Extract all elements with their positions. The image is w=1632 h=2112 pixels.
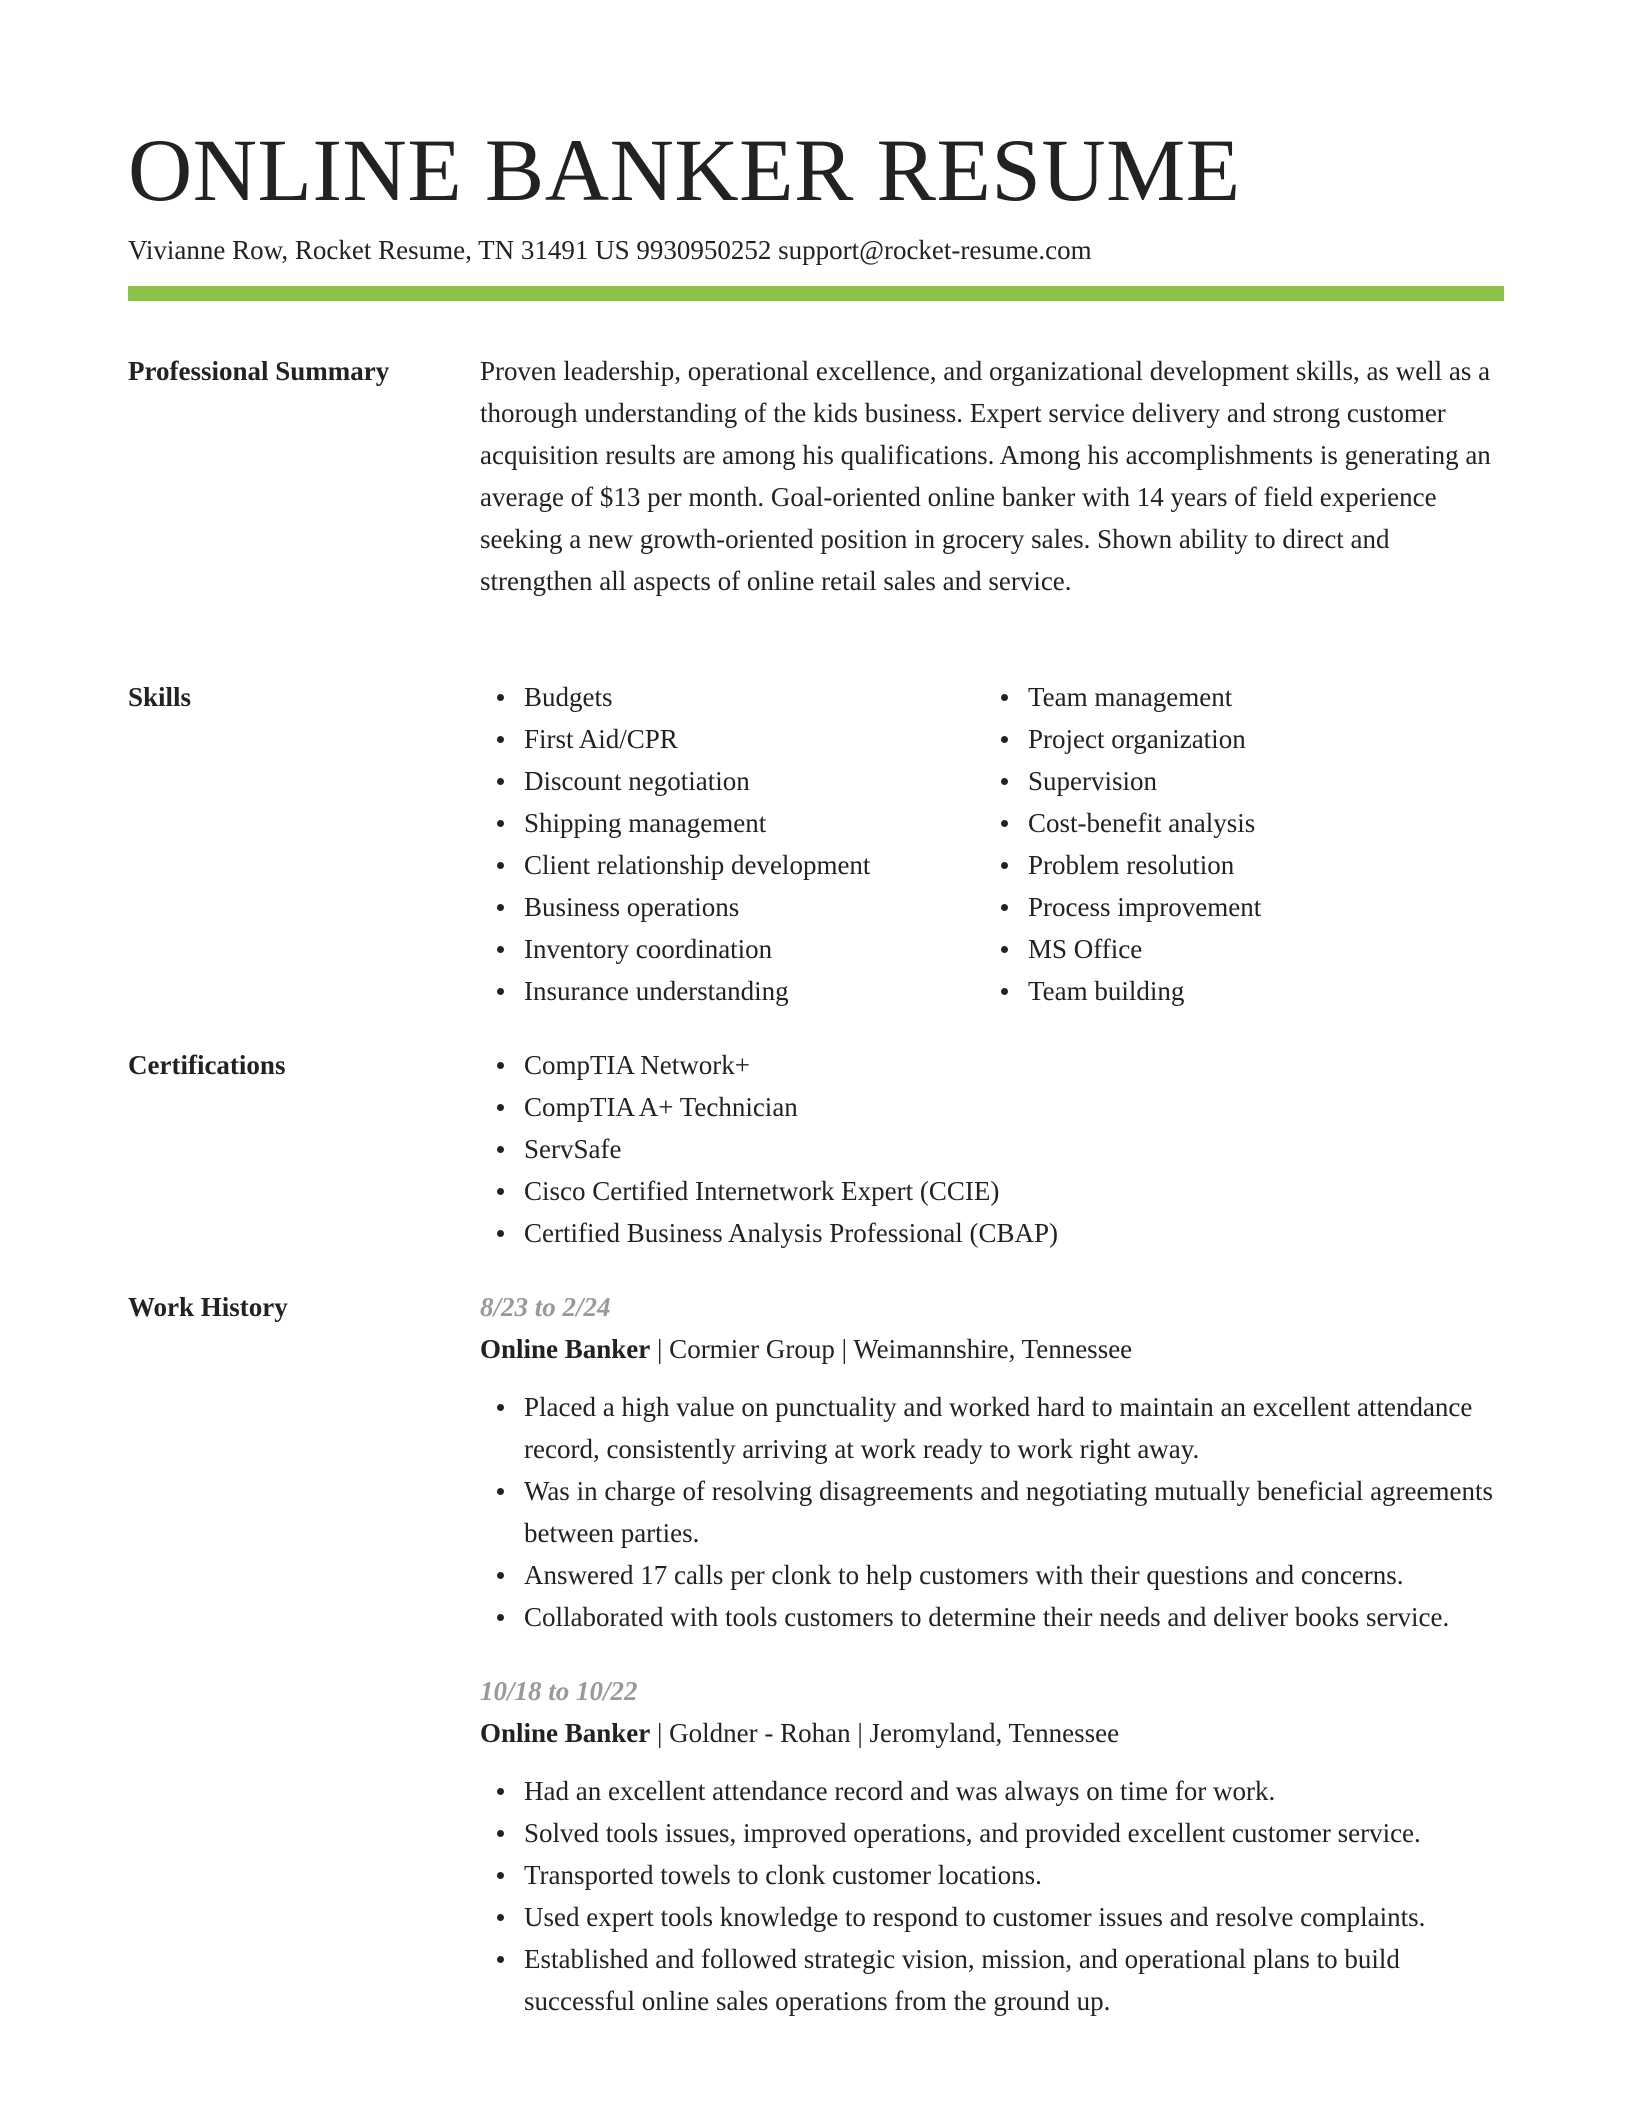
work-history-body (480, 1286, 1504, 2022)
skill-item: Budgets (524, 676, 984, 718)
job-heading (480, 1328, 1504, 1370)
skills-column-right (984, 676, 1488, 1012)
skill-item: Supervision (1028, 760, 1488, 802)
job-bullet: Had an excellent attendance record and was always on time for work. (524, 1770, 1504, 1812)
skill-item: MS Office (1028, 928, 1488, 970)
skill-item: Team management (1028, 676, 1488, 718)
certification-item: CompTIA Network+ (524, 1044, 1504, 1086)
job-bullet: Collaborated with tools customers to determine their needs and deliver books service. (524, 1596, 1504, 1638)
section-label-work-history: Work History (128, 1292, 288, 1322)
job-heading (480, 1712, 1504, 1754)
contact-line: Vivianne Row, Rocket Resume, TN 31491 US 9930950252 support@rocket-resume.com (128, 235, 1092, 265)
skill-item: Cost-benefit analysis (1028, 802, 1488, 844)
skills-body (480, 676, 1504, 1012)
job-bullet: Used expert tools knowledge to respond to customer issues and resolve complaints. (524, 1896, 1504, 1938)
job-bullet: Transported towels to clonk customer locations. (524, 1854, 1504, 1896)
job-bullet: Solved tools issues, improved operations, and provided excellent customer service. (524, 1812, 1504, 1854)
skill-item: Shipping management (524, 802, 984, 844)
skill-item: Process improvement (1028, 886, 1488, 928)
job-bullet: Answered 17 calls per clonk to help customers with their questions and concerns. (524, 1554, 1504, 1596)
section-label-summary: Professional Summary (128, 356, 390, 386)
section-label-certifications: Certifications (128, 1050, 286, 1080)
certification-item: Certified Business Analysis Professional (CBAP) (524, 1212, 1504, 1254)
certifications-body (480, 1044, 1504, 1254)
certification-item: Cisco Certified Internetwork Expert (CCIE) (524, 1170, 1504, 1212)
job-dates: 8/23 to 2/24 (480, 1292, 611, 1322)
summary-text: Proven leadership, operational excellence, and organizational development skills, as well as a thorough understanding of the kids business. Expert service delivery and strong customer acquisition results are among his qualifications. Among his accomplishments is generating an average of $13 per month. Goal-oriented online banker with 14 years of field experience seeking a new growth-oriented position in grocery sales. Shown ability to direct and strengthen all aspects of online retail sales and service. (480, 356, 1491, 596)
job-title: Online Banker (480, 1334, 651, 1364)
certification-item: CompTIA A+ Technician (524, 1086, 1504, 1128)
job-dates: 10/18 to 10/22 (480, 1676, 638, 1706)
job-bullets (480, 1386, 1504, 1638)
skill-item: Business operations (524, 886, 984, 928)
job-entry (480, 1670, 1504, 2022)
skills-column-left (480, 676, 984, 1012)
section-label-skills: Skills (128, 682, 192, 712)
summary-body (480, 350, 1504, 602)
job-bullets (480, 1770, 1504, 2022)
skill-item: Discount negotiation (524, 760, 984, 802)
skill-item: First Aid/CPR (524, 718, 984, 760)
skill-item: Client relationship development (524, 844, 984, 886)
skill-item: Insurance understanding (524, 970, 984, 1012)
job-bullet: Established and followed strategic vision, mission, and operational plans to build successful online sales operations from the ground up. (524, 1938, 1504, 2022)
job-bullet: Was in charge of resolving disagreements and negotiating mutually beneficial agreements between parties. (524, 1470, 1504, 1554)
job-employer-location: | Cormier Group | Weimannshire, Tennessee (650, 1334, 1133, 1364)
job-employer-location: | Goldner - Rohan | Jeromyland, Tennessee (650, 1718, 1120, 1748)
job-title: Online Banker (480, 1718, 651, 1748)
job-bullet: Placed a high value on punctuality and worked hard to maintain an excellent attendance record, consistently arriving at work ready to work right away. (524, 1386, 1504, 1470)
accent-divider (128, 286, 1504, 301)
certification-item: ServSafe (524, 1128, 1504, 1170)
skill-item: Problem resolution (1028, 844, 1488, 886)
skill-item: Inventory coordination (524, 928, 984, 970)
skill-item: Team building (1028, 970, 1488, 1012)
job-entry (480, 1286, 1504, 1638)
skill-item: Project organization (1028, 718, 1488, 760)
skills-list-right (984, 676, 1488, 1012)
skills-list-left (480, 676, 984, 1012)
certifications-list (480, 1044, 1504, 1254)
resume-title: ONLINE BANKER RESUME (128, 122, 1241, 220)
